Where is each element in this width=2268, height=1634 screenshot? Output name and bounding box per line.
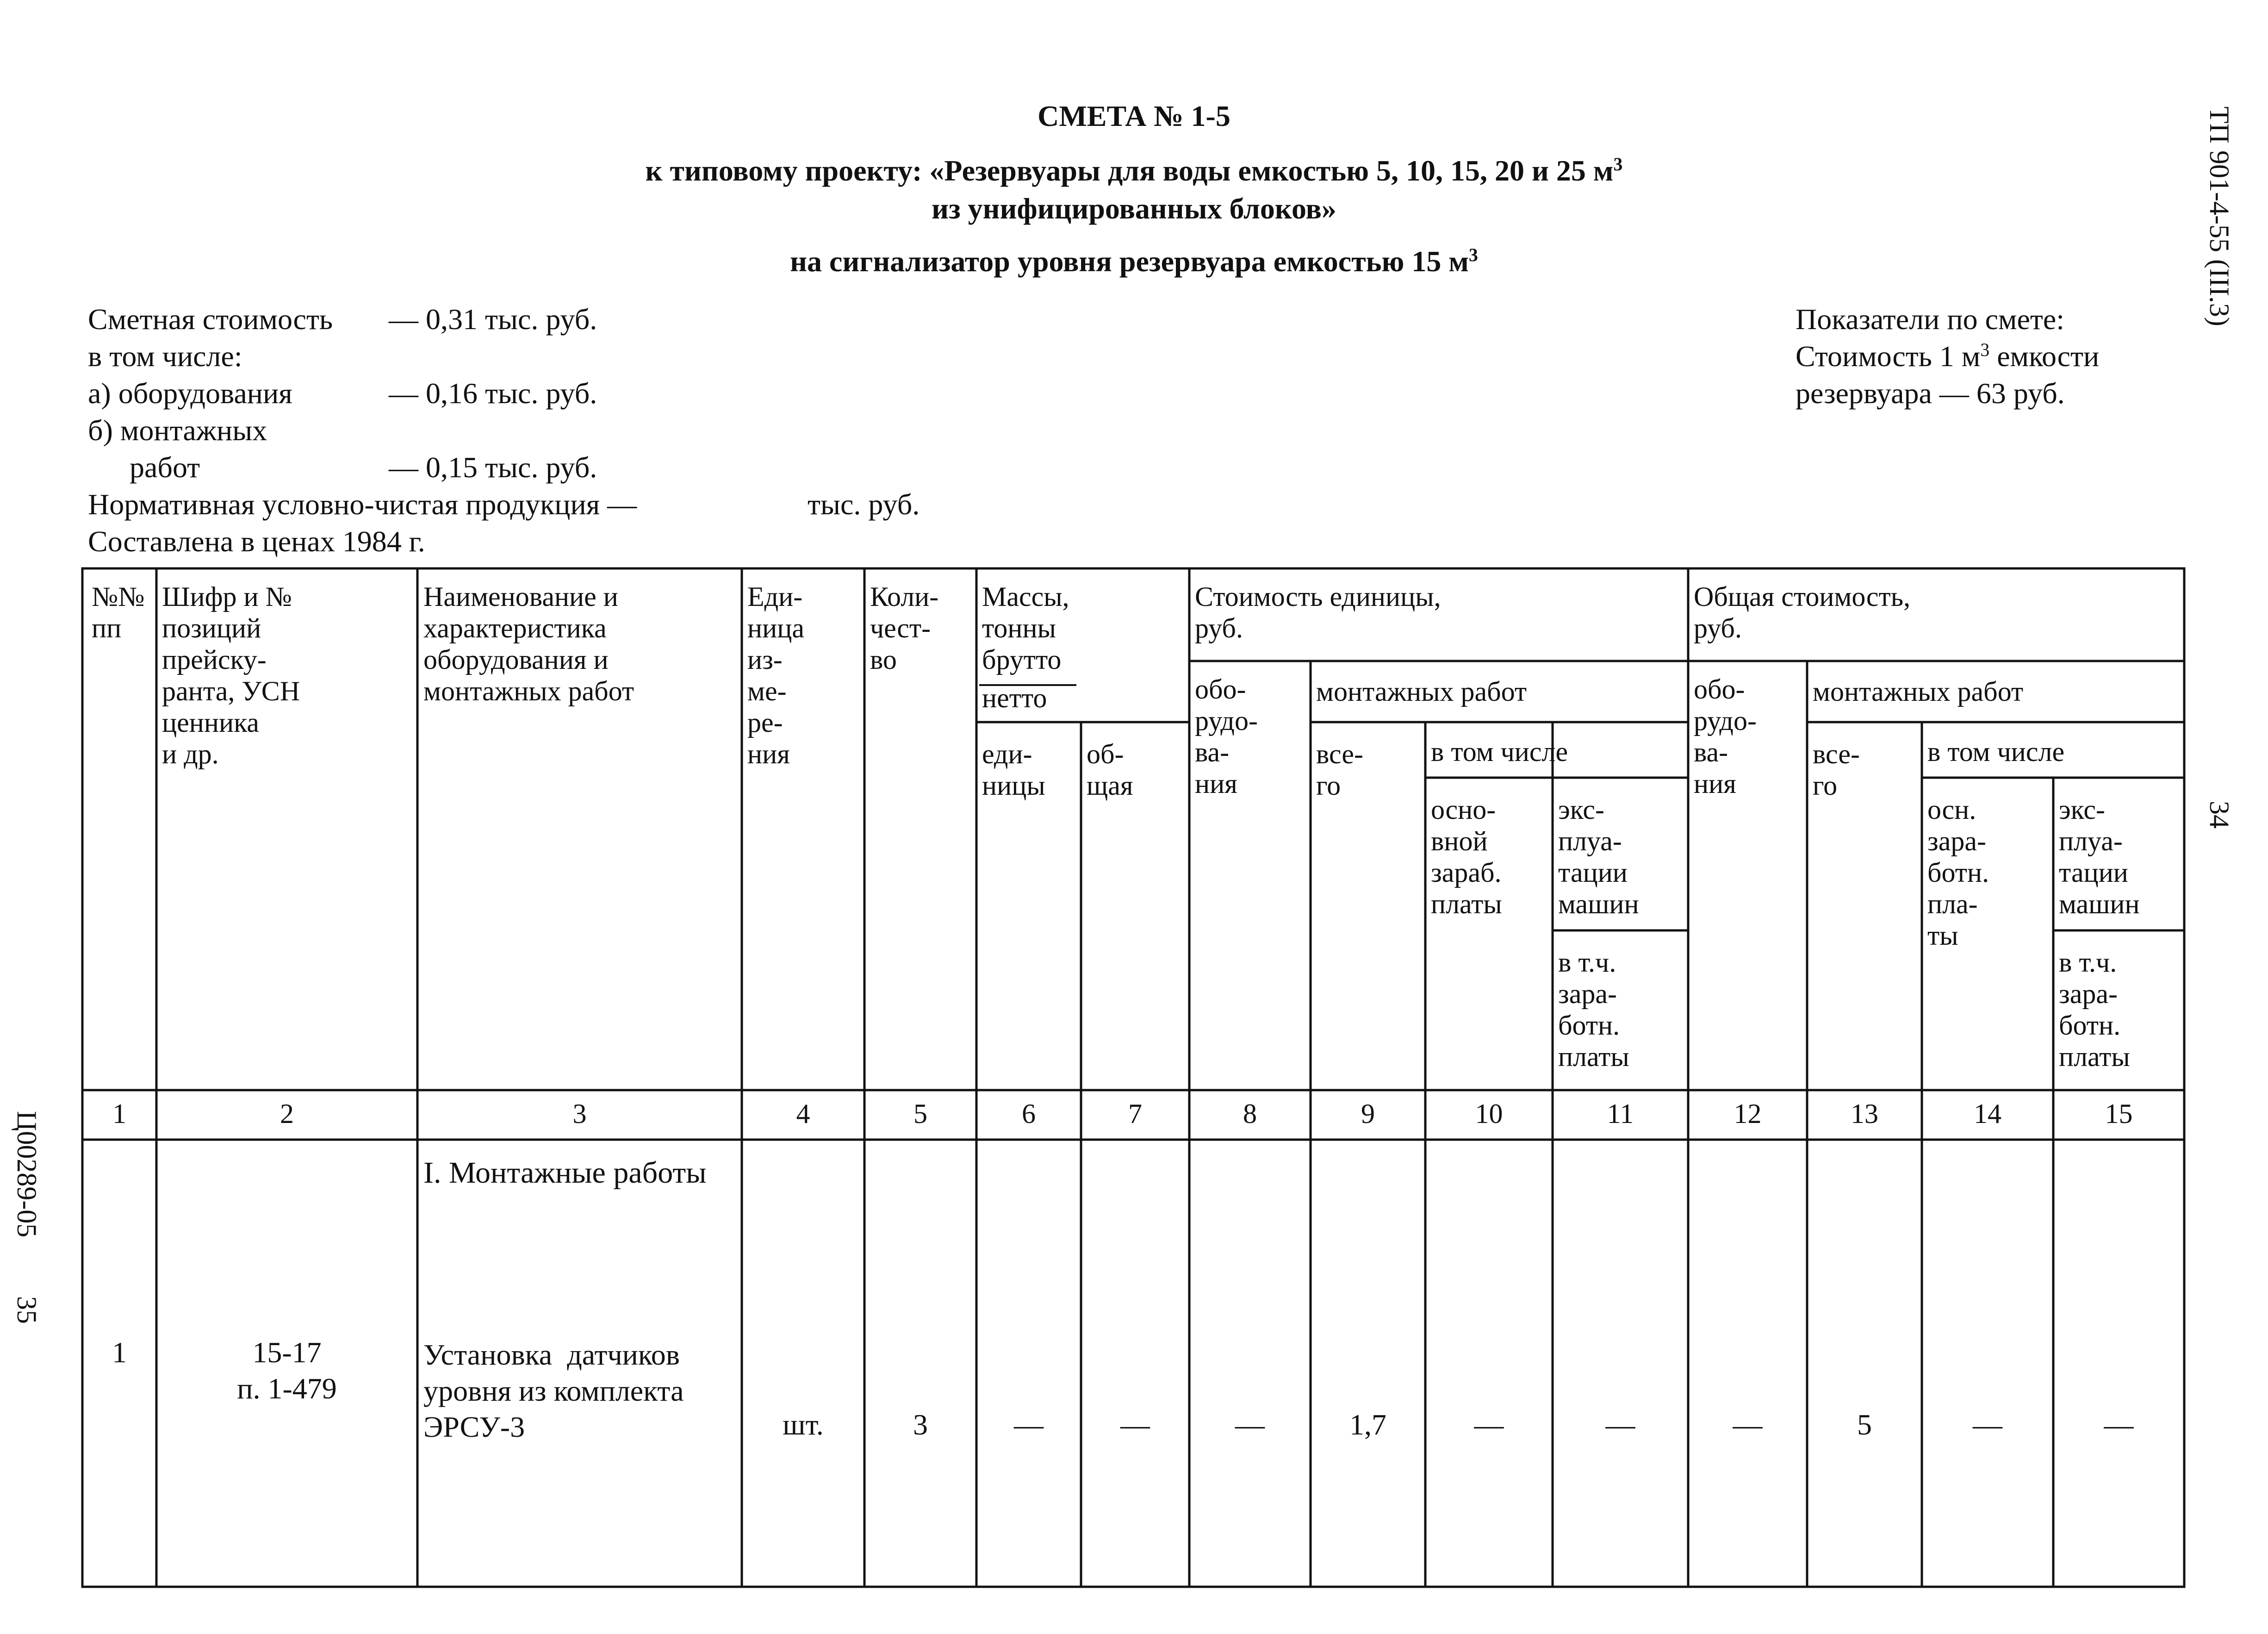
estimate-subtitle-line1: к типовому проекту: «Резервуары для воды емкостью 5, 10, 15, 20 и 25 $м^3$ xyxy=(645,154,1623,187)
col-number-8: 8 xyxy=(1243,1098,1257,1129)
col-number-2: 2 xyxy=(280,1098,294,1129)
row-total-install: 5 xyxy=(1857,1408,1872,1441)
installation-label: б) монтажных xyxy=(88,414,267,447)
header-total-equipment: обо- рудо- ва- ния xyxy=(1694,674,1757,799)
equipment-label: а) оборудования xyxy=(88,377,292,410)
estimate-title: СМЕТА № 1-5 xyxy=(1038,100,1230,132)
row-code-line2: п. 1-479 xyxy=(237,1372,337,1405)
col-number-11: 11 xyxy=(1607,1098,1634,1129)
normative-unit: тыс. руб. xyxy=(808,488,920,521)
header-unit-machine: экс- плуа- тации машин xyxy=(1558,794,1639,919)
installation-value: — 0,15 тыс. руб. xyxy=(389,451,597,484)
col-number-5: 5 xyxy=(913,1098,927,1129)
row-name: Установка датчиков уровня из комплекта ЭРСУ-3 xyxy=(423,1338,684,1443)
row-unit-install-machine: — xyxy=(1605,1408,1635,1441)
col-number-15: 15 xyxy=(2105,1098,2133,1129)
row-unit: шт. xyxy=(783,1408,824,1441)
col-number-14: 14 xyxy=(1974,1098,2001,1129)
col-number-9: 9 xyxy=(1361,1098,1375,1129)
header-unit-incl: в том числе xyxy=(1431,736,1568,767)
col-number-1: 1 xyxy=(112,1098,126,1129)
left-page-number: 35 xyxy=(12,1296,42,1324)
header-total-incl: в том числе xyxy=(1927,736,2065,767)
col-number-6: 6 xyxy=(1022,1098,1036,1129)
estimate-subtitle-line3: на сигнализатор уровня резервуара емкостью 15 $м^3$ xyxy=(790,245,1478,278)
header-name: Наименование и характеристика оборудования и монтажных работ xyxy=(423,581,634,706)
project-code: ТП 901-4-55 (III.3) xyxy=(2204,106,2235,326)
row-mass-unit: — xyxy=(1014,1408,1044,1441)
header-mass-unit: еди- ницы xyxy=(982,739,1045,801)
works-label: работ xyxy=(130,451,200,484)
col-number-10: 10 xyxy=(1475,1098,1503,1129)
archive-code: Ц00289-05 xyxy=(12,1111,42,1238)
row-total-equipment-cost: — xyxy=(1733,1408,1763,1441)
header-total-install-total: все- го xyxy=(1813,739,1860,801)
row-total-install-wage: — xyxy=(1973,1408,2002,1441)
indicators-line1: Стоимость 1 $м^3$ емкости xyxy=(1796,340,2100,373)
header-mass-brutto: брутто xyxy=(982,644,1062,675)
section-title: I. Монтажные работы xyxy=(423,1156,707,1190)
row-num: 1 xyxy=(112,1336,127,1369)
header-unit-equipment: обо- рудо- ва- ния xyxy=(1195,674,1258,799)
header-num: №№ пп xyxy=(92,581,145,643)
estimate-subtitle-line2: из унифицированных блоков» xyxy=(932,192,1336,225)
row-unit-equipment-cost: — xyxy=(1235,1408,1265,1441)
row-total-install-machine: — xyxy=(2104,1408,2134,1441)
header-total-machine-wage: в т.ч. зара- ботн. платы xyxy=(2059,947,2130,1072)
right-page-number: 34 xyxy=(2204,801,2235,829)
header-unit-installation: монтажных работ xyxy=(1316,676,1527,707)
row-unit-install-wage: — xyxy=(1474,1408,1504,1441)
header-mass-total: об- щая xyxy=(1087,739,1133,801)
total-cost-label: Сметная стоимость xyxy=(88,303,333,336)
header-total-wage: осн. зара- ботн. пла- ты xyxy=(1927,794,1989,951)
equipment-value: — 0,16 тыс. руб. xyxy=(389,377,597,410)
header-total-installation: монтажных работ xyxy=(1813,676,2024,707)
header-mass-netto: нетто xyxy=(982,683,1047,713)
header-unit-machine-wage: в т.ч. зара- ботн. платы xyxy=(1558,947,1629,1072)
row-mass-total: — xyxy=(1120,1408,1150,1441)
col-number-13: 13 xyxy=(1851,1098,1878,1129)
header-total-machine: экс- плуа- тации машин xyxy=(2059,794,2140,919)
col-number-4: 4 xyxy=(796,1098,810,1129)
prices-year: Составлена в ценах 1984 г. xyxy=(88,525,425,558)
header-unit-install-total: все- го xyxy=(1316,739,1363,801)
indicators-line2: резервуара — 63 руб. xyxy=(1796,377,2065,410)
indicators-label: Показатели по смете: xyxy=(1796,303,2065,336)
row-code-line1: 15-17 xyxy=(252,1336,322,1369)
header-unit: Еди- ница из- ме- ре- ния xyxy=(747,581,804,769)
col-number-3: 3 xyxy=(572,1098,587,1129)
header-unit-cost-group: Стоимость единицы, руб. xyxy=(1195,581,1441,643)
row-unit-install-total: 1,7 xyxy=(1349,1408,1386,1441)
col-number-7: 7 xyxy=(1128,1098,1142,1129)
col-number-12: 12 xyxy=(1734,1098,1762,1129)
header-quantity: Коли- чест- во xyxy=(870,581,939,675)
including-label: в том числе: xyxy=(88,340,242,373)
header-unit-wage: осно- вной зараб. платы xyxy=(1431,794,1502,919)
total-cost-value: — 0,31 тыс. руб. xyxy=(389,303,597,336)
header-mass-group: Массы, тонны xyxy=(982,581,1069,643)
header-total-cost-group: Общая стоимость, руб. xyxy=(1694,581,1911,643)
row-quantity: 3 xyxy=(913,1408,928,1441)
header-code: Шифр и № позиций прейску- ранта, УСН ценника и др. xyxy=(162,581,300,769)
normative-label: Нормативная условно-чистая продукция — xyxy=(88,488,637,521)
